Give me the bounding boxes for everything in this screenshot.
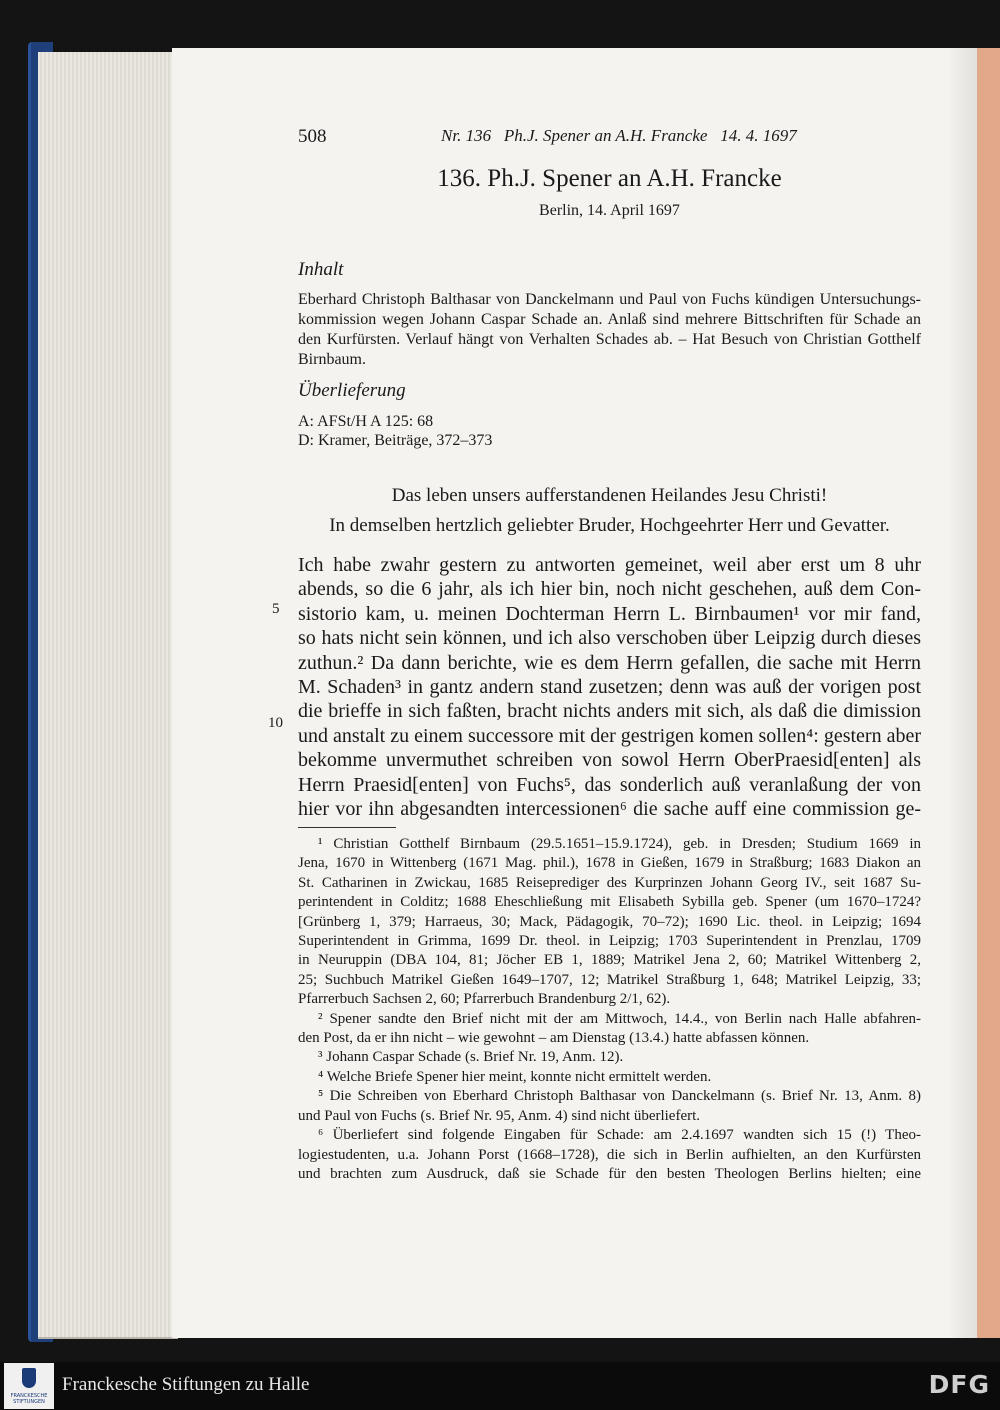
ueberlieferung-heading: Überlieferung — [298, 380, 406, 401]
page-number: 508 — [298, 126, 327, 147]
footnote-line: Superintendent in Grimma, 1699 Dr. theol. in Leipzig; 1703 Superintendent in Prenzlau, 1709 — [298, 933, 921, 950]
salutation-line-1: Das leben unsers aufferstandenen Heilandes Jesu Christi! — [391, 485, 828, 506]
next-page-edge — [977, 48, 1000, 1338]
footnote-line: 25; Suchbuch Matrikel Gießen 1649–1707, 12; Matrikel Straßburg 1, 648; Matrikel Leipzig, 33; — [298, 971, 921, 988]
footnote-line: St. Catharinen in Zwickau, 1685 Reiseprediger des Kurprinzen Johann Georg IV., seit 1687 Su- — [298, 874, 921, 891]
footnote-line: ⁶ Überliefert sind folgende Eingaben für Schade: am 2.4.1697 wandten sich 15 (!) Theo- — [318, 1127, 921, 1144]
page-gutter-shadow — [947, 48, 977, 1338]
inhalt-text — [298, 290, 921, 370]
institution-name[interactable]: Franckesche Stiftungen zu Halle — [62, 1374, 310, 1395]
letter-title: 136. Ph.J. Spener an A.H. Francke — [437, 165, 782, 192]
footnote-line: den Post, da er ihn nicht – wie gewohnt – am Dienstag (13.4.) hatte abfassen können. — [298, 1030, 810, 1047]
ueberlieferung-line: A: AFSt/H A 125: 68 — [298, 413, 434, 430]
body-line: Ich habe zwahr gestern zu antworten gemeinet, weil aber erst um 8 uhr — [298, 554, 921, 576]
body-line: so hats nicht sein können, und ich also verschoben über Leipzig durch dieses — [298, 627, 921, 650]
page-stack-edge — [38, 52, 178, 1339]
footnote-rule — [298, 827, 396, 828]
footnote-line: ³ Johann Caspar Schade (s. Brief Nr. 19, Anm. 12). — [318, 1049, 624, 1066]
ueberlieferung-text — [298, 412, 921, 450]
footnote-line: Pfarrerbuch Sachsen 2, 60; Pfarrerbuch Brandenburg 2/1, 62). — [298, 991, 671, 1008]
inhalt-line: Eberhard Christoph Balthasar von Danckelmann und Paul von Fuchs kündigen Untersuchungs- — [298, 291, 921, 308]
footnote-line: perintendent in Colditz; 1688 Eheschließung mit Elisabeth Sybilla geb. Spener (um 1670–1724? — [298, 894, 921, 911]
salutation-line-2: In demselben hertzlich geliebter Bruder, Hochgeehrter Herr und Gevatter. — [329, 515, 890, 536]
footnote-line: ⁴ Welche Briefe Spener hier meint, konnte nicht ermittelt werden. — [318, 1068, 712, 1085]
footnote-line: [Grünberg 1, 379; Harraeus, 30; Mack, Pädagogik, 70–72); 1690 Lic. theol. in Leipzig; 1694 — [298, 913, 921, 930]
body-line: hier vor ihn abgesandten intercessionen⁶ die sache auff eine commission ge- — [298, 798, 921, 821]
inhalt-heading: Inhalt — [298, 259, 344, 280]
inhalt-line: Birnbaum. — [298, 351, 366, 368]
body-line: und anstalt zu einem successore mit der gestrigen komen sollen⁴: gestern aber — [298, 724, 921, 747]
inhalt-line: kommission wegen Johann Caspar Schade an. Anlaß sind mehrere Bittschriften für Schade an — [298, 311, 921, 328]
footnote-line: und Paul von Fuchs (s. Brief Nr. 95, Anm. 4) sind nicht überliefert. — [298, 1107, 701, 1124]
line-number-10: 10 — [268, 715, 283, 731]
body-line: M. Schaden³ in gantz andern stand zusetzen; denn was auß der vorigen post — [298, 676, 921, 699]
body-line: Herrn Praesid[enten] von Fuchs⁵, das sonderlich auß veranlaßung der von — [298, 773, 921, 796]
footnote-line: in Neuruppin (DBA 104, 81; Jöcher EB 1, 1889; Matrikel Jena 2, 60; Matrikel Wittenberg 2, — [298, 952, 921, 969]
running-head — [298, 126, 921, 150]
franckesche-logo[interactable] — [4, 1363, 54, 1409]
letter-body — [298, 553, 921, 821]
logo-text: FRANCKESCHE STIFTUNGEN — [10, 1393, 48, 1405]
footnote-line: ⁵ Die Schreiben von Eberhard Christoph Balthasar von Danckelmann (s. Brief Nr. 13, Anm. 8) — [318, 1088, 921, 1105]
footnote-line: Jena, 1670 in Wittenberg (1671 Mag. phil.), 1678 in Gießen, 1679 in Straßburg; 1683 Diakon an — [298, 855, 921, 872]
crest-icon — [22, 1368, 36, 1388]
body-line: abends, so die 6 jahr, als ich hier bin, noch nicht geschehen, auß dem Con- — [298, 578, 921, 601]
dfg-logo[interactable]: DFG — [928, 1370, 990, 1399]
body-line: sistorio kam, u. meinen Dochterman Herrn L. Birnbaumen¹ vor mir fand, — [298, 602, 921, 625]
running-head-text: Nr. 136 Ph.J. Spener an A.H. Francke 14. 4. 1697 — [441, 126, 797, 145]
footnotes — [298, 835, 921, 1184]
line-number-5: 5 — [272, 601, 280, 617]
footnote-line: ² Spener sandte den Brief nicht mit der am Mittwoch, 14.4., von Berlin nach Halle abfahren- — [318, 1010, 921, 1027]
body-line: die brieffe in sich faßten, bracht nichts anders mit sich, als daß die dimission — [298, 700, 921, 723]
ueberlieferung-line: D: Kramer, Beiträge, 372–373 — [298, 432, 493, 449]
letter-date: Berlin, 14. April 1697 — [539, 202, 680, 219]
footnote-line: ¹ Christian Gotthelf Birnbaum (29.5.1651–15.9.1724), geb. in Dresden; Studium 1669 in — [318, 836, 921, 852]
footnote-line: logiestudenten, u.a. Johann Porst (1668–1728), die sich in Berlin aufhielten, an den Kurfürsten — [298, 1146, 921, 1163]
footnote-line: und brachten zum Ausdruck, daß sie Schade für den besten Theologen Berlins hielten; eine — [298, 1165, 921, 1182]
body-line: bekomme unvermuthet schreiben von sowol Herrn OberPraesid[enten] als — [298, 749, 921, 772]
inhalt-line: den Kurfürsten. Verlauf hängt von Verhalten Schades ab. – Hat Besuch von Christian Gotthelf — [298, 331, 921, 348]
body-line: zuthun.² Da dann berichte, wie es dem Herrn gefallen, die sache mit Herrn — [298, 651, 921, 674]
